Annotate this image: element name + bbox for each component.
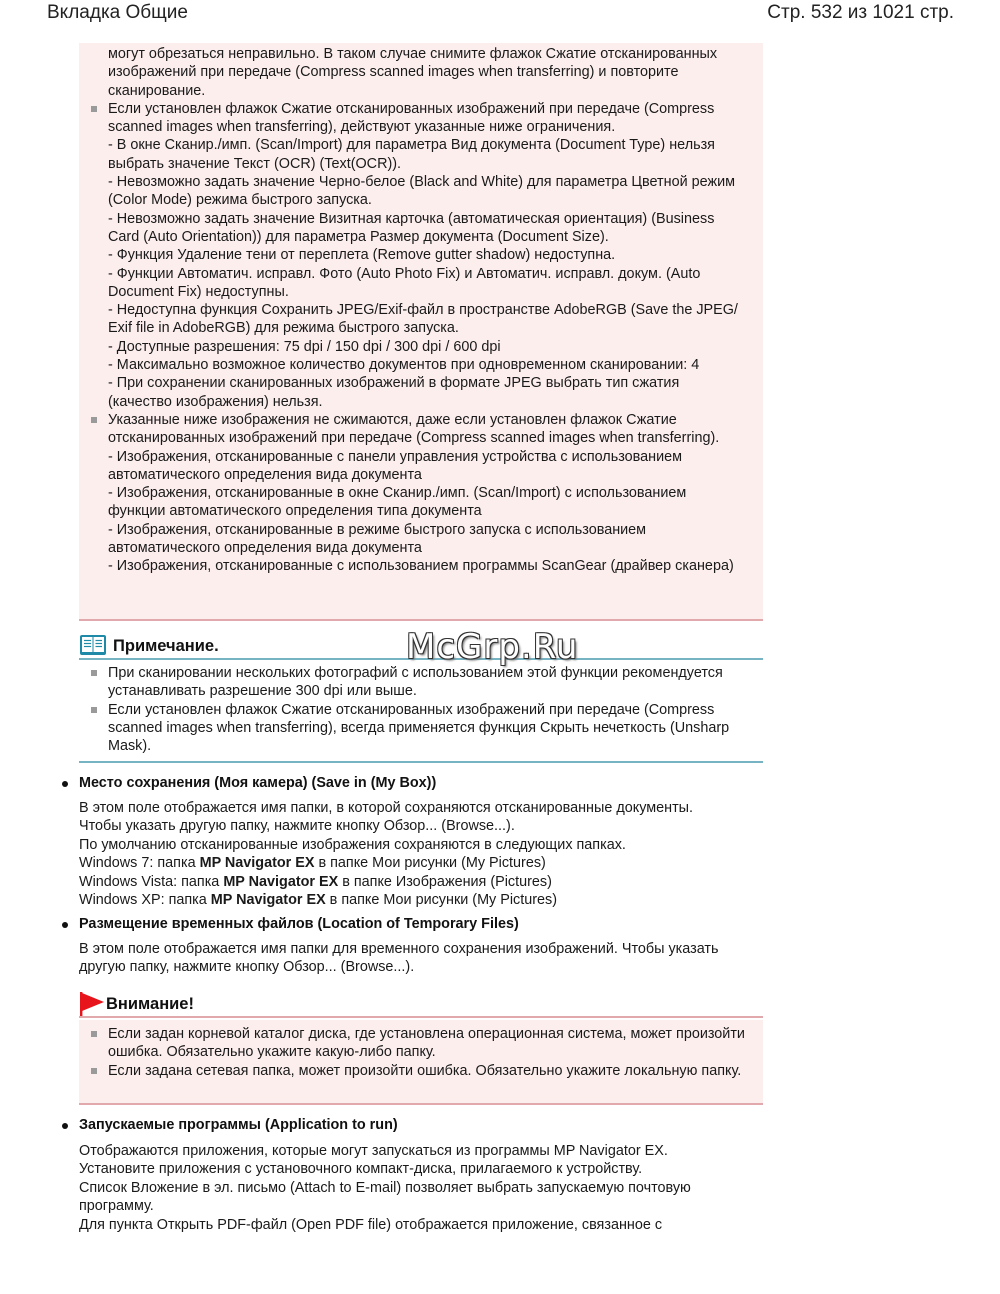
warning-box-continued	[79, 43, 763, 621]
body-line: Список Вложение в эл. письмо (Attach to E-mail) позволяет выбрать запускаемую почтовую	[79, 1179, 691, 1196]
section-body-save-in	[79, 799, 769, 909]
warning-title: Внимание!	[106, 995, 194, 1013]
body-line: Отображаются приложения, которые могут запускаться из программы MP Navigator EX.	[79, 1143, 668, 1159]
body-line: другую папку, нажмите кнопку Обзор... (Browse...).	[79, 959, 415, 976]
folder-name: MP Navigator EX	[210, 892, 326, 909]
body-line: Для пункта Открыть PDF-файл (Open PDF file) отображается приложение, связанное с	[79, 1216, 663, 1233]
warning-item-compress-restrictions: Если установлен флажок Сжатие отсканированных изображений при передаче (Compress scanned images when transferring), действуют указанные ниже ограничения. - В окне Сканир./имп. (Scan/Import) для параметра Вид документа (Document Type) нельзя выбрать значение Текст (OCR) (Text(OCR)). - Невозможно задать значение Черно-белое (Black and White) для параметра Цветной режим (Color Mode) режима быстрого запуска. - Невозможно задать значение Визитная карточка (автоматическая ориентация) (Business Card (Auto Orientation)) для параметра Размер документа (Document Size). - Функция Удаление тени от переплета (Remove gutter shadow) недоступна. - Функции Автоматич. исправл. Фото (Auto Photo Fix) и Автоматич. исправл. докум. (Auto Document Fix) недоступны. - Недоступна функция Сохранить JPEG/Exif-файл в пространстве AdobeRGB (Save the JPEG/ Exif file in AdobeRGB) для режима быстрого запуска. - Доступные разрешения: 75 dpi / 150 dpi / 300 dpi / 600 dpi - Максимально возможное количество документов при одновременном сканировании: 4 - При сохранении сканированных изображений в формате JPEG выбрать тип сжатия (качество изображения) нельзя.	[108, 100, 747, 411]
warning-header	[79, 992, 763, 1018]
page-header-title: Вкладка Общие	[47, 2, 188, 23]
warning-item-root-dir: Если задан корневой каталог диска, где установлена операционная система, может произойти ошибка. Обязательно укажите какую-либо папку.	[108, 1025, 747, 1062]
section-title-app-to-run: Запускаемые программы (Application to run)	[79, 1117, 398, 1133]
folder-name: MP Navigator EX	[223, 873, 339, 890]
body-line: программу.	[79, 1198, 154, 1215]
note-item-resolution: При сканировании нескольких фотографий с использованием этой функции рекомендуется устанавливать разрешение 300 dpi или выше.	[108, 664, 747, 701]
body-line: Чтобы указать другую папку, нажмите кнопку Обзор... (Browse...).	[79, 818, 515, 835]
red-flag-icon	[79, 992, 105, 1016]
watermark: McGrp.Ru	[406, 627, 579, 667]
folder-line-vista: Windows Vista: папка MP Navigator EX в папке Изображения (Pictures)	[79, 873, 552, 890]
body-line: Установите приложения с установочного компакт-диска, прилагаемого к устройству.	[79, 1161, 643, 1178]
warning-item-continued: могут обрезаться неправильно. В таком случае снимите флажок Сжатие отсканированных изображений при передаче (Compress scanned images when transferring) и повторите сканирование.	[108, 46, 718, 99]
section-body-app-to-run	[79, 1142, 769, 1234]
note-box	[79, 661, 763, 763]
section-body-temp-files	[79, 940, 769, 977]
warning-box	[79, 1020, 763, 1105]
body-line: По умолчанию отсканированные изображения сохраняются в следующих папках.	[79, 836, 626, 853]
section-title-temp-files: Размещение временных файлов (Location of Temporary Files)	[79, 916, 519, 932]
note-title: Примечание.	[113, 637, 219, 655]
note-item-unsharp-mask: Если установлен флажок Сжатие отсканированных изображений при передаче (Compress scanned images when transferring), всегда применяется функция Скрыть нечеткость (Unsharp Mask).	[108, 701, 747, 756]
folder-line-win7: Windows 7: папка MP Navigator EX в папке Мои рисунки (My Pictures)	[79, 855, 546, 872]
section-title-save-in: Место сохранения (Моя камера) (Save in (My Box))	[79, 775, 437, 791]
warning-item-not-compressed: Указанные ниже изображения не сжимаются, даже если установлен флажок Сжатие отсканированных изображений при передаче (Compress scanned images when transferring). - Изображения, отсканированные с панели управления устройства с использованием автоматического определения вида документа - Изображения, отсканированные в окне Сканир./имп. (Scan/Import) с использованием функции автоматического определения типа документа - Изображения, отсканированные в режиме быстрого запуска с использованием автоматического определения вида документа - Изображения, отсканированные с использованием программы ScanGear (драйвер сканера)	[108, 411, 747, 576]
warning-item-network-folder: Если задана сетевая папка, может произойти ошибка. Обязательно укажите локальную папку.	[108, 1062, 747, 1080]
folder-line-xp: Windows XP: папка MP Navigator EX в папке Мои рисунки (My Pictures)	[79, 892, 558, 909]
book-icon	[79, 634, 107, 656]
folder-name: MP Navigator EX	[199, 855, 315, 872]
page-counter: Стр. 532 из 1021 стр.	[767, 2, 954, 23]
body-line: В этом поле отображается имя папки, в которой сохраняются отсканированные документы.	[79, 800, 694, 816]
body-line: В этом поле отображается имя папки для временного сохранения изображений. Чтобы указать	[79, 941, 719, 957]
